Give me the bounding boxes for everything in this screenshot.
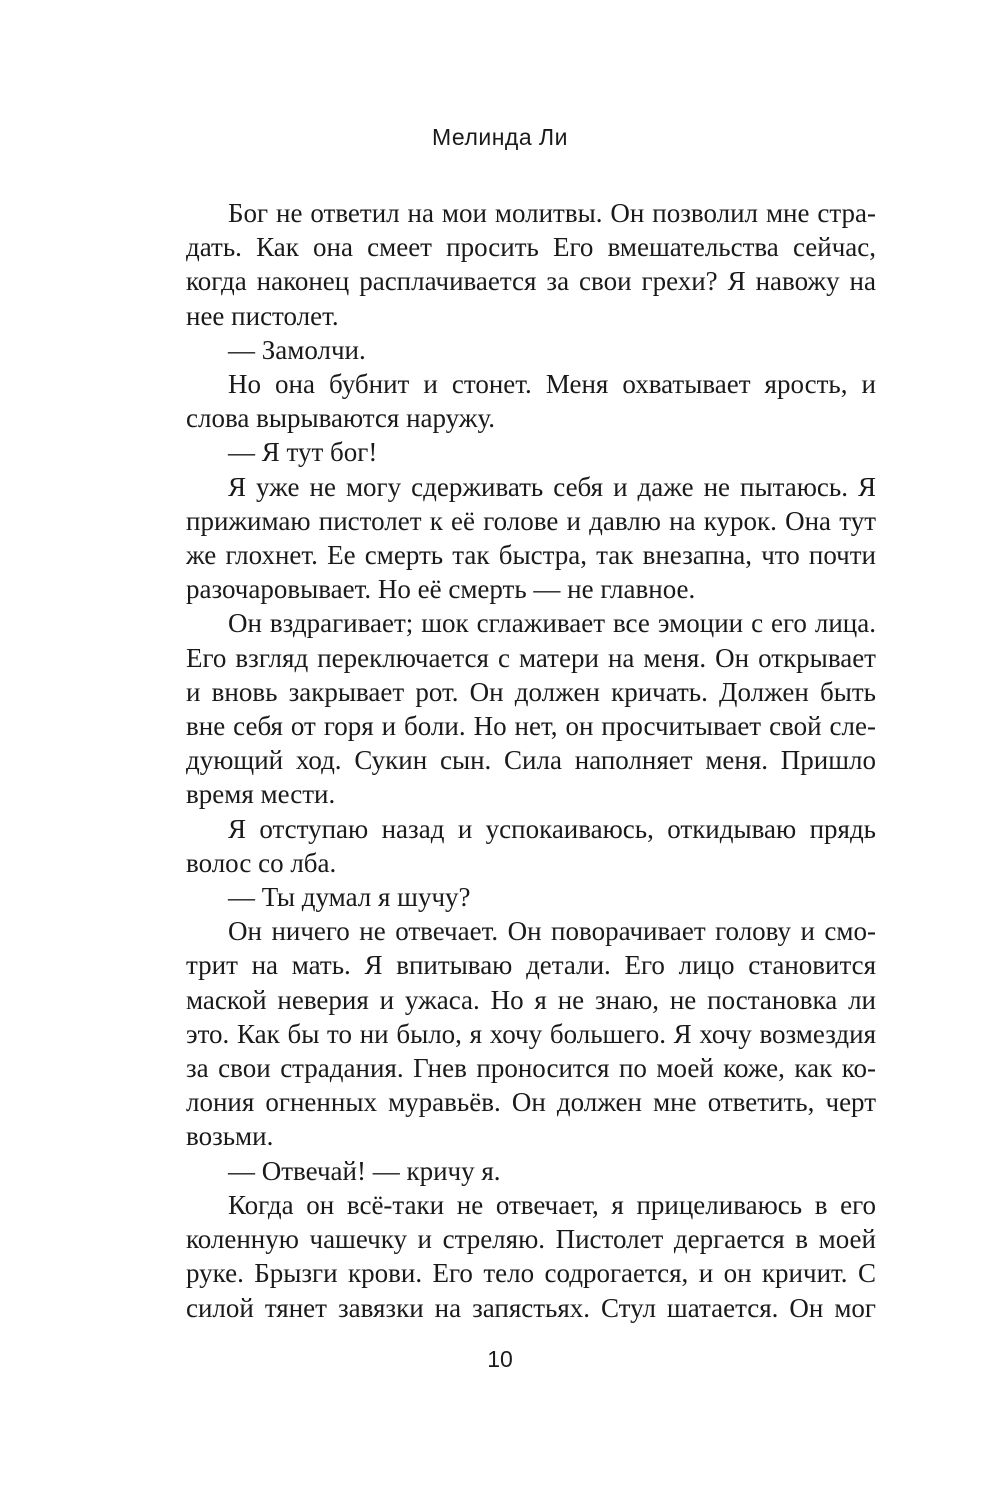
paragraph: Я отступаю назад и успокаиваюсь, откидываю прядь волос со лба. [186, 813, 876, 878]
paragraph: Я уже не могу сдерживать себя и даже не пытаюсь. Я прижимаю пистолет к её голове и давлю на курок. Она тут же глохнет. Ее смерть так быстра, так внезапна, что почти разочаровывает. Но её смерть — не главное. [186, 471, 876, 605]
body-text [186, 196, 876, 1325]
paragraph: Он ничего не отвечает. Он поворачивает голову и смотрит на мать. Я впитываю детали. Его лицо становится маской неверия и ужаса. Но я не знаю, не постановка ли это. Как бы то ни было, я хочу большего. Я хочу возмездия за свои страдания. Гнев проносится по моей коже, как колония огненных муравьёв. Он должен мне ответить, черт возьми. [186, 916, 876, 1152]
paragraph: Бог не ответил на мои молитвы. Он позволил мне страдать. Как она смеет просить Его вмешательства сейчас, когда наконец расплачивается за свои грехи? Я навожу на нее пистолет. [186, 198, 876, 331]
dialogue-line: — Отвечай! — кричу я. [228, 1155, 501, 1186]
dialogue-line: — Я тут бог! [228, 437, 378, 468]
dialogue-line: — Замолчи. [228, 334, 366, 365]
running-head-author: Мелинда Ли [432, 124, 568, 150]
paragraph: Но она бубнит и стонет. Меня охватывает ярость, и слова вырываются наружу. [186, 369, 876, 434]
dialogue-line: — Ты думал я шучу? [228, 882, 471, 913]
paragraph: Он вздрагивает; шок сглаживает все эмоции с его лица. Его взгляд переключается с матери на меня. Он открывает и вновь закрывает рот. Он должен кричать. Должен быть вне себя от горя и боли. Но нет, он просчитывает свой следующий ход. Сукин сын. Сила наполняет меня. Пришло время мести. [186, 608, 876, 810]
paragraph-last: Когда он всё-таки не отвечает, я прицеливаюсь в его коленную чашечку и стреляю. Пистолет дергается в моей руке. Брызги крови. Его тело содрогается, и он кричит. С силой тянет завязки на запястьях. Стул шатается. Он мог [186, 1189, 876, 1323]
page-number: 10 [487, 1346, 513, 1372]
